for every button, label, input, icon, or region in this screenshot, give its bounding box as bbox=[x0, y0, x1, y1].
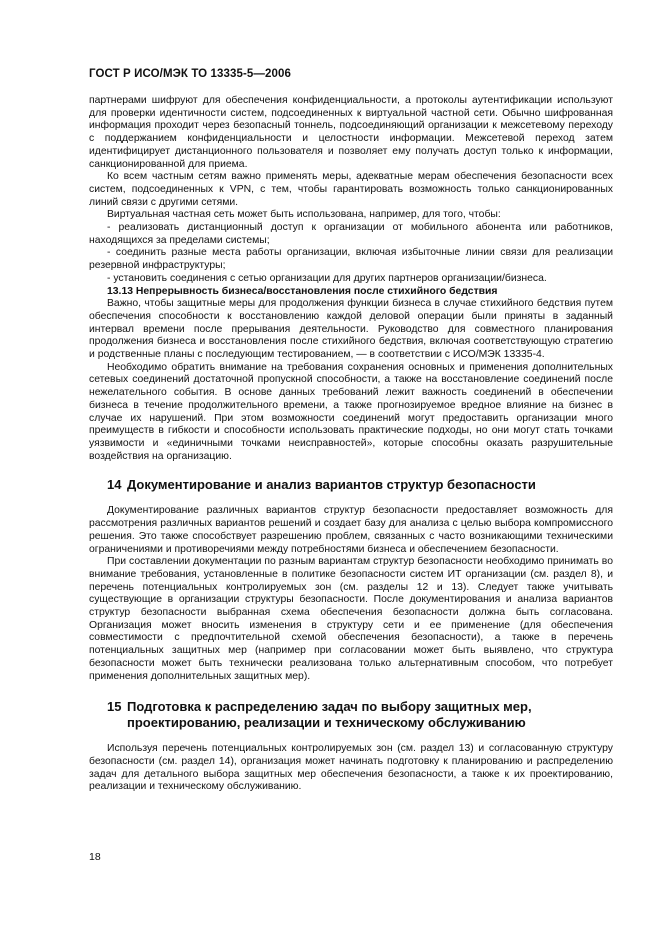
section-heading-14 bbox=[89, 477, 613, 493]
paragraph: Важно, чтобы защитные меры для продолжения функции бизнеса в случае стихийного бедствия путем обеспечения способности к восстановлению каждой деловой операции были приняты в заданный интервал времени после прерывания деятельности. Руководство для совместного планирования продолжения бизнеса и восстановления после стихийного бедствия, включая соответствующую стратегию и родственные планы с последующим тестированием, — в соответствии с ИСО/МЭК 13335-4. bbox=[89, 298, 613, 361]
section-number: 14 bbox=[107, 477, 122, 493]
section-title-line-2: проектированию, реализации и техническому обслуживанию bbox=[127, 715, 526, 731]
list-item: - установить соединения с сетью организации для других партнеров организации/бизнеса. bbox=[107, 272, 547, 284]
section-title: Документирование и анализ вариантов структур безопасности bbox=[127, 477, 536, 493]
section-number: 15 bbox=[107, 699, 122, 715]
section-heading-15 bbox=[89, 699, 613, 731]
paragraph: При составлении документации по разным вариантам структур безопасности необходимо принимать во внимание требования, установленные в политике безопасности систем ИТ организации (см. раздел 8), и перечень потенциальных контролируемых зон (см. разделы 12 и 13). Следует также учитывать существующие в организации структуры безопасности. После документирования и анализа вариантов структур безопасности выбранная схема обеспечения безопасности должна быть согласована. Организация может вносить изменения в структуру сети и ее применение (для обеспечения совместимости с предпочтительной схемой обеспечения безопасности), а также в перечень потенциальных защитных мер (например при согласовании может быть выявлено, что структура безопасности может быть технически реализована только альтернативным способом, что потребует применения дополнительных защитных мер). bbox=[89, 556, 613, 682]
document-body bbox=[89, 95, 613, 794]
paragraph: Виртуальная частная сеть может быть использована, например, для того, чтобы: bbox=[107, 209, 501, 221]
paragraph: Необходимо обратить внимание на требования сохранения основных и применения дополнительных сетевых соединений достаточной пропускной способности, а также на восстановление соединений после нежелательного события. В основе данных требований лежит важность соединений в обеспечении бизнеса в течение продолжительного времени, а также прогнозируемое вредное влияние на бизнес в случае их нарушений. При этом возможности соединений могут предоставить организации много преимуществ в гибкости и способности использовать практические подходы, но они могут стать точками уязвимости и «единичными точками неисправностей», которые способны оказать разрушительные воздействия на организацию. bbox=[89, 361, 613, 462]
paragraph: Используя перечень потенциальных контролируемых зон (см. раздел 13) и согласованную структуру безопасности (см. раздел 14), организация может начинать подготовку к планированию и распределению задач для детального выбора защитных мер обеспечения безопасности, а также к их проектированию, реализации и техническому обслуживанию. bbox=[89, 743, 613, 793]
list-item: - реализовать дистанционный доступ к организации от мобильного абонента или работников, находящихся за пределами системы; bbox=[89, 222, 613, 246]
paragraph: Ко всем частным сетям важно применять меры, адекватные мерам обеспечения безопасности всех систем, подсоединенных к VPN, с тем, чтобы гарантировать возможность только санкционированных линий связи с другими сетями. bbox=[89, 171, 613, 208]
page-number: 18 bbox=[89, 851, 101, 863]
paragraph: Документирование различных вариантов структур безопасности предоставляет возможность для рассмотрения различных вариантов решений и создает базу для анализа с целью выбора компромиссного решения. Это также способствует разрешению проблем, связанных с часто возникающими техническими ограничениями и противоречиями между потребностями бизнеса и обеспечением безопасности. bbox=[89, 505, 613, 555]
section-title-line-1: Подготовка к распределению задач по выбору защитных мер, bbox=[127, 699, 532, 715]
list-item: - соединить разные места работы организации, включая избыточные линии связи для реализации резервной инфраструктуры; bbox=[89, 247, 613, 272]
paragraph: партнерами шифруют для обеспечения конфиденциальности, а протоколы аутентификации используют для проверки идентичности систем, подсоединенных к виртуальной частной сети. Обычно шифрованная информация проходит через безопасный тоннель, подсоединяющий организации к межсетевому переходу с поддержанием конфиденциальности и целостности информации. Межсетевой переход затем идентифицирует дистанционного пользователя и позволяет ему получать доступ только к информации, санкционированной для приема. bbox=[89, 95, 613, 170]
subsection-heading-13-13: 13.13 Непрерывность бизнеса/восстановления после стихийного бедствия bbox=[107, 285, 498, 297]
document-header: ГОСТ Р ИСО/МЭК ТО 13335-5—2006 bbox=[89, 68, 291, 80]
